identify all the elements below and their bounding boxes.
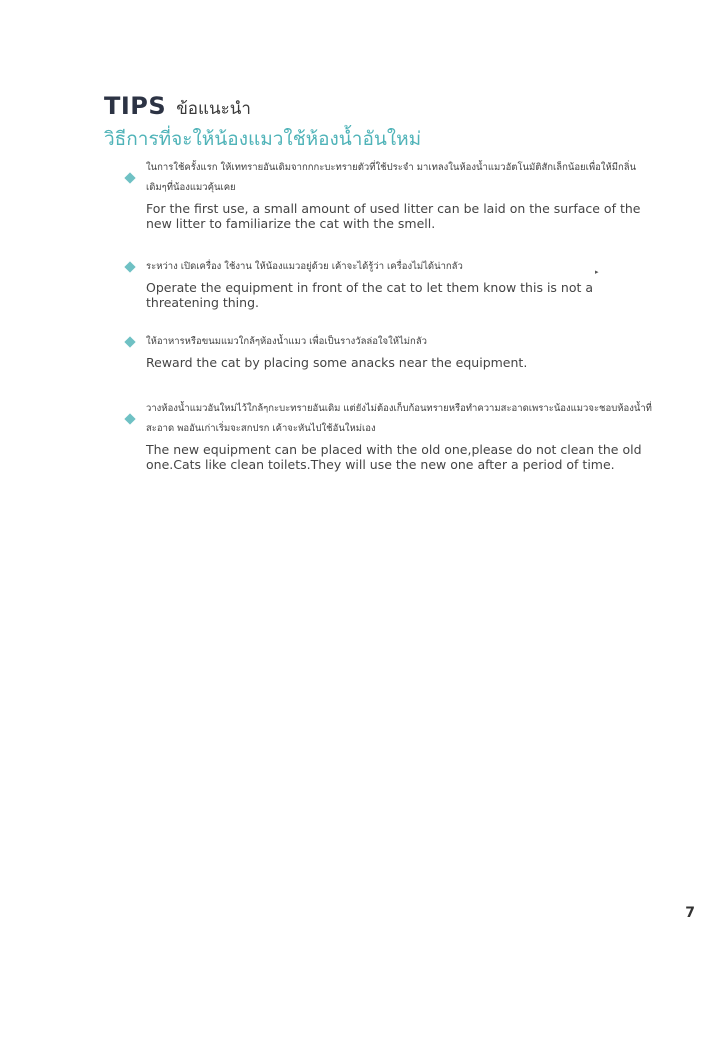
tips-list xyxy=(124,158,654,472)
small-arrow-marker-icon: ▸ xyxy=(595,268,599,276)
tip-item xyxy=(124,332,654,370)
title-row xyxy=(104,92,421,122)
diamond-bullet-icon xyxy=(124,336,135,347)
tip-english-text: Operate the equipment in front of the cat to let them know this is not a threatening thing. xyxy=(146,280,594,310)
diamond-bullet-icon xyxy=(124,261,135,272)
tip-item xyxy=(124,399,654,472)
tip-english-text: Reward the cat by placing some anacks near the equipment. xyxy=(146,355,528,370)
tip-thai-text: วางห้องน้ำแมวอันใหม่ไว้ใกล้ๆกะบะทรายอันเดิม แต่ยังไม่ต้องเก็บก้อนทรายหรือทำความสะอาดเพราะน้องแมวจะชอบห้องน้ำที่สะอาด พออันเก่าเริ่มจะสกปรก เค้าจะหันไปใช้อันใหม่เอง xyxy=(146,403,652,434)
tip-thai-text: ให้อาหารหรือขนมแมวใกล้ๆห้องน้ำแมว เพื่อเป็นรางวัลล่อใจให้ไม่กลัว xyxy=(146,336,427,347)
page-subtitle: วิธีการที่จะให้น้องแมวใช้ห้องน้ำอันใหม่ xyxy=(104,128,422,150)
diamond-bullet-icon xyxy=(124,172,135,183)
page-number: 7 xyxy=(685,905,695,921)
tip-thai-text: ในการใช้ครั้งแรก ให้เททรายอันเดิมจากกกะบะทรายตัวที่ใช้ประจำ มาเทลงในห้องน้ำแมวอัตโนมัติสักเล็กน้อยเพื่อให้มีกลิ่นเดิมๆที่น้องแมวคุ้นเคย xyxy=(146,162,637,193)
diamond-bullet-icon xyxy=(124,413,135,424)
tip-thai-text: ระหว่าง เปิดเครื่อง ใช้งาน ให้น้องแมวอยู่ด้วย เค้าจะได้รู้ว่า เครื่องไม่ได้น่ากลัว xyxy=(146,261,463,272)
page-header xyxy=(104,92,421,154)
tip-item xyxy=(124,257,654,310)
tip-item xyxy=(124,158,654,231)
tip-english-text: For the first use, a small amount of used litter can be laid on the surface of the new litter to familiarize the cat with the smell. xyxy=(146,201,641,231)
page-title: TIPS xyxy=(104,92,167,120)
page-title-thai: ข้อแนะนำ xyxy=(176,99,251,119)
tip-english-text: The new equipment can be placed with the old one,please do not clean the old one.Cats like clean toilets.They will use the new one after a period of time. xyxy=(146,442,642,472)
